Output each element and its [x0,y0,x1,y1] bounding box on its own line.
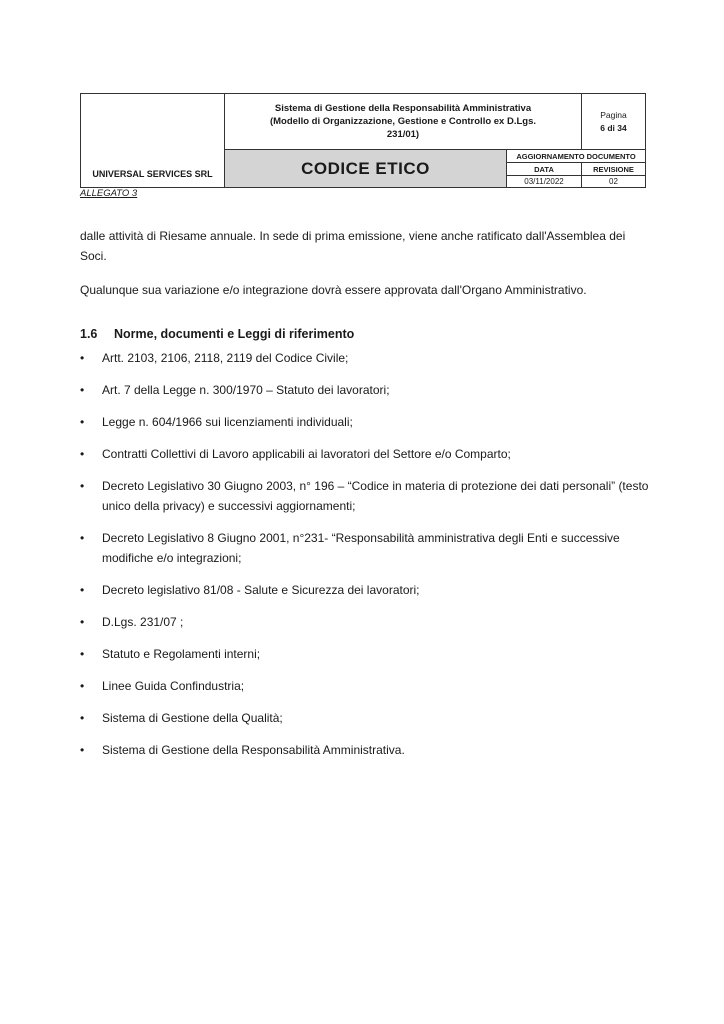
paragraph: dalle attività di Riesame annuale. In sede di prima emissione, viene anche ratificato dall'Assemblea dei Soci. [80,229,626,263]
system-title-line: 231/01) [386,129,420,140]
bullet-icon: • [80,679,85,693]
company-name: UNIVERSAL SERVICES SRL [81,94,225,188]
attachment-label: ALLEGATO 3 [80,188,138,199]
list-item [80,476,650,516]
list-item [80,528,650,568]
reference-list [80,348,650,760]
bullet-icon: • [80,383,85,397]
list-item [80,644,650,664]
list-item [80,740,650,760]
list-item-text: Legge n. 604/1966 sui licenziamenti individuali; [102,415,353,429]
paragraph: Qualunque sua variazione e/o integrazione dovrà essere approvata dall'Organo Amministrativo. [80,283,587,297]
bullet-icon: • [80,711,85,725]
list-item-text: Sistema di Gestione della Qualità; [102,711,283,725]
system-title-line: (Modello di Organizzazione, Gestione e Controllo ex D.Lgs. [269,116,537,127]
list-item-text: D.Lgs. 231/07 ; [102,615,184,629]
list-item-text: Sistema di Gestione della Responsabilità Amministrativa. [102,743,405,757]
list-item-text: Decreto legislativo 81/08 - Salute e Sicurezza dei lavoratori; [102,583,420,597]
document-title: CODICE ETICO [225,150,507,188]
list-item [80,380,650,400]
page-indicator [582,94,646,150]
list-item [80,444,650,464]
document-body [80,226,650,772]
page-number: 6 di 34 [600,122,627,133]
bullet-icon: • [80,531,85,545]
list-item [80,676,650,696]
system-title [225,94,582,150]
system-title-line: Sistema di Gestione della Responsabilità Amministrativa [274,103,532,114]
page-label: Pagina [600,109,627,120]
list-item-text: Artt. 2103, 2106, 2118, 2119 del Codice Civile; [102,351,349,365]
list-item [80,348,650,368]
date-label: DATA [507,163,582,176]
document-header [80,93,646,188]
list-item-text: Decreto Legislativo 30 Giugno 2003, n° 196 – “Codice in materia di protezione dei dati personali” (testo unico della privacy) e successivi aggiornamenti; [102,479,649,513]
section-number: 1.6 [80,327,98,341]
list-item-text: Linee Guida Confindustria; [102,679,245,693]
section-title: Norme, documenti e Leggi di riferimento [114,327,355,341]
list-item-text: Statuto e Regolamenti interni; [102,647,261,661]
bullet-icon: • [80,447,85,461]
bullet-icon: • [80,615,85,629]
bullet-icon: • [80,415,85,429]
bullet-icon: • [80,647,85,661]
revision-label: REVISIONE [582,163,646,176]
bullet-icon: • [80,479,85,493]
list-item [80,612,650,632]
bullet-icon: • [80,583,85,597]
list-item-text: Art. 7 della Legge n. 300/1970 – Statuto dei lavoratori; [102,383,390,397]
bullet-icon: • [80,351,85,365]
list-item-text: Contratti Collettivi di Lavoro applicabili ai lavoratori del Settore e/o Comparto; [102,447,511,461]
revision-value: 02 [582,176,646,188]
bullet-icon: • [80,743,85,757]
date-value: 03/11/2022 [507,176,582,188]
list-item-text: Decreto Legislativo 8 Giugno 2001, n°231- “Responsabilità amministrativa degli Enti e successive modifiche e/o integrazioni; [102,531,620,565]
list-item [80,580,650,600]
list-item [80,708,650,728]
update-label: AGGIORNAMENTO DOCUMENTO [507,150,646,163]
section-heading [80,324,650,344]
list-item [80,412,650,432]
